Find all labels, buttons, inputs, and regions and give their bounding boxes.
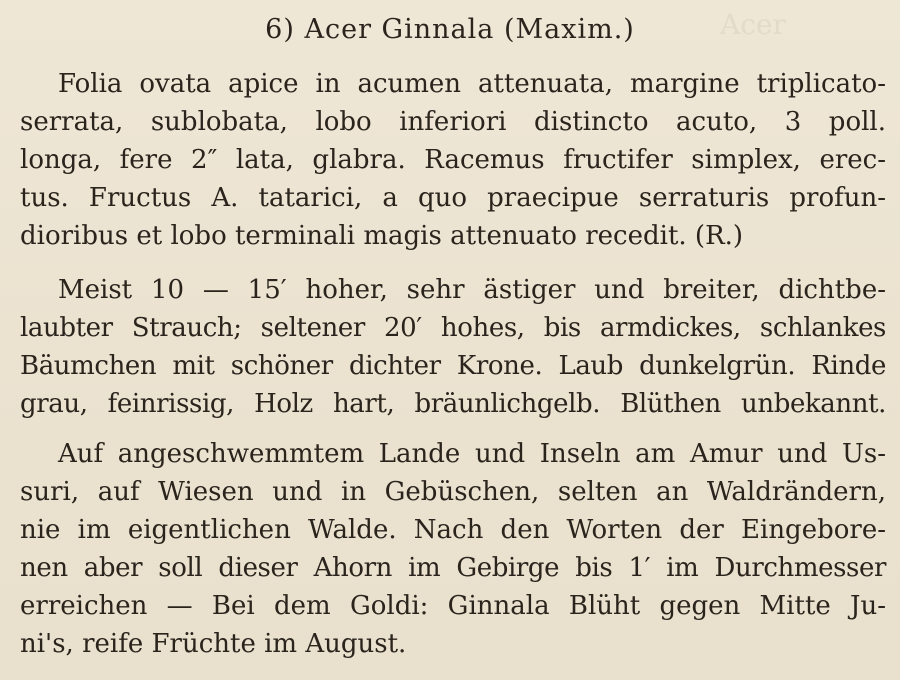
p2-line-3: Bäumchen mit schöner dichter Krone. Laub dunkelgrün. Rinde	[20, 351, 886, 381]
bleed-through-text: Acer	[720, 8, 786, 41]
p1-line-2: serrata, sublobata, lobo inferiori distincto acuto, 3 poll.	[20, 107, 886, 137]
p3-line-3: nie im eigentlichen Walde. Nach den Worten der Eingebore-	[20, 515, 886, 545]
section-heading: 6) Acer Ginnala (Maxim.)	[265, 14, 635, 45]
p1-line-1: Folia ovata apice in acumen attenuata, margine triplicato-	[58, 69, 886, 99]
p3-line-5: erreichen — Bei dem Goldi: Ginnala Blüht gegen Mitte Ju-	[20, 591, 886, 621]
p2-line-4: grau, feinrissig, Holz hart, bräunlichgelb. Blüthen unbekannt.	[20, 389, 886, 419]
p3-line-1: Auf angeschwemmtem Lande und Inseln am Amur und Us-	[58, 439, 886, 469]
p1-line-3: longa, fere 2″ lata, glabra. Racemus fructifer simplex, erec-	[20, 145, 886, 175]
p3-line-2: suri, auf Wiesen und in Gebüschen, selten an Waldrändern,	[20, 477, 886, 507]
p3-line-4: nen aber soll dieser Ahorn im Gebirge bis 1′ im Durchmesser	[20, 553, 886, 583]
p1-line-5: dioribus et lobo terminali magis attenuato recedit. (R.)	[20, 221, 744, 251]
p2-line-2: laubter Strauch; seltener 20′ hohes, bis armdickes, schlankes	[20, 313, 886, 343]
p2-line-1: Meist 10 — 15′ hoher, sehr ästiger und breiter, dichtbe-	[58, 275, 886, 305]
p3-line-6: ni's, reife Früchte im August.	[20, 629, 407, 659]
p1-line-4: tus. Fructus A. tatarici, a quo praecipue serraturis profun-	[20, 183, 886, 213]
